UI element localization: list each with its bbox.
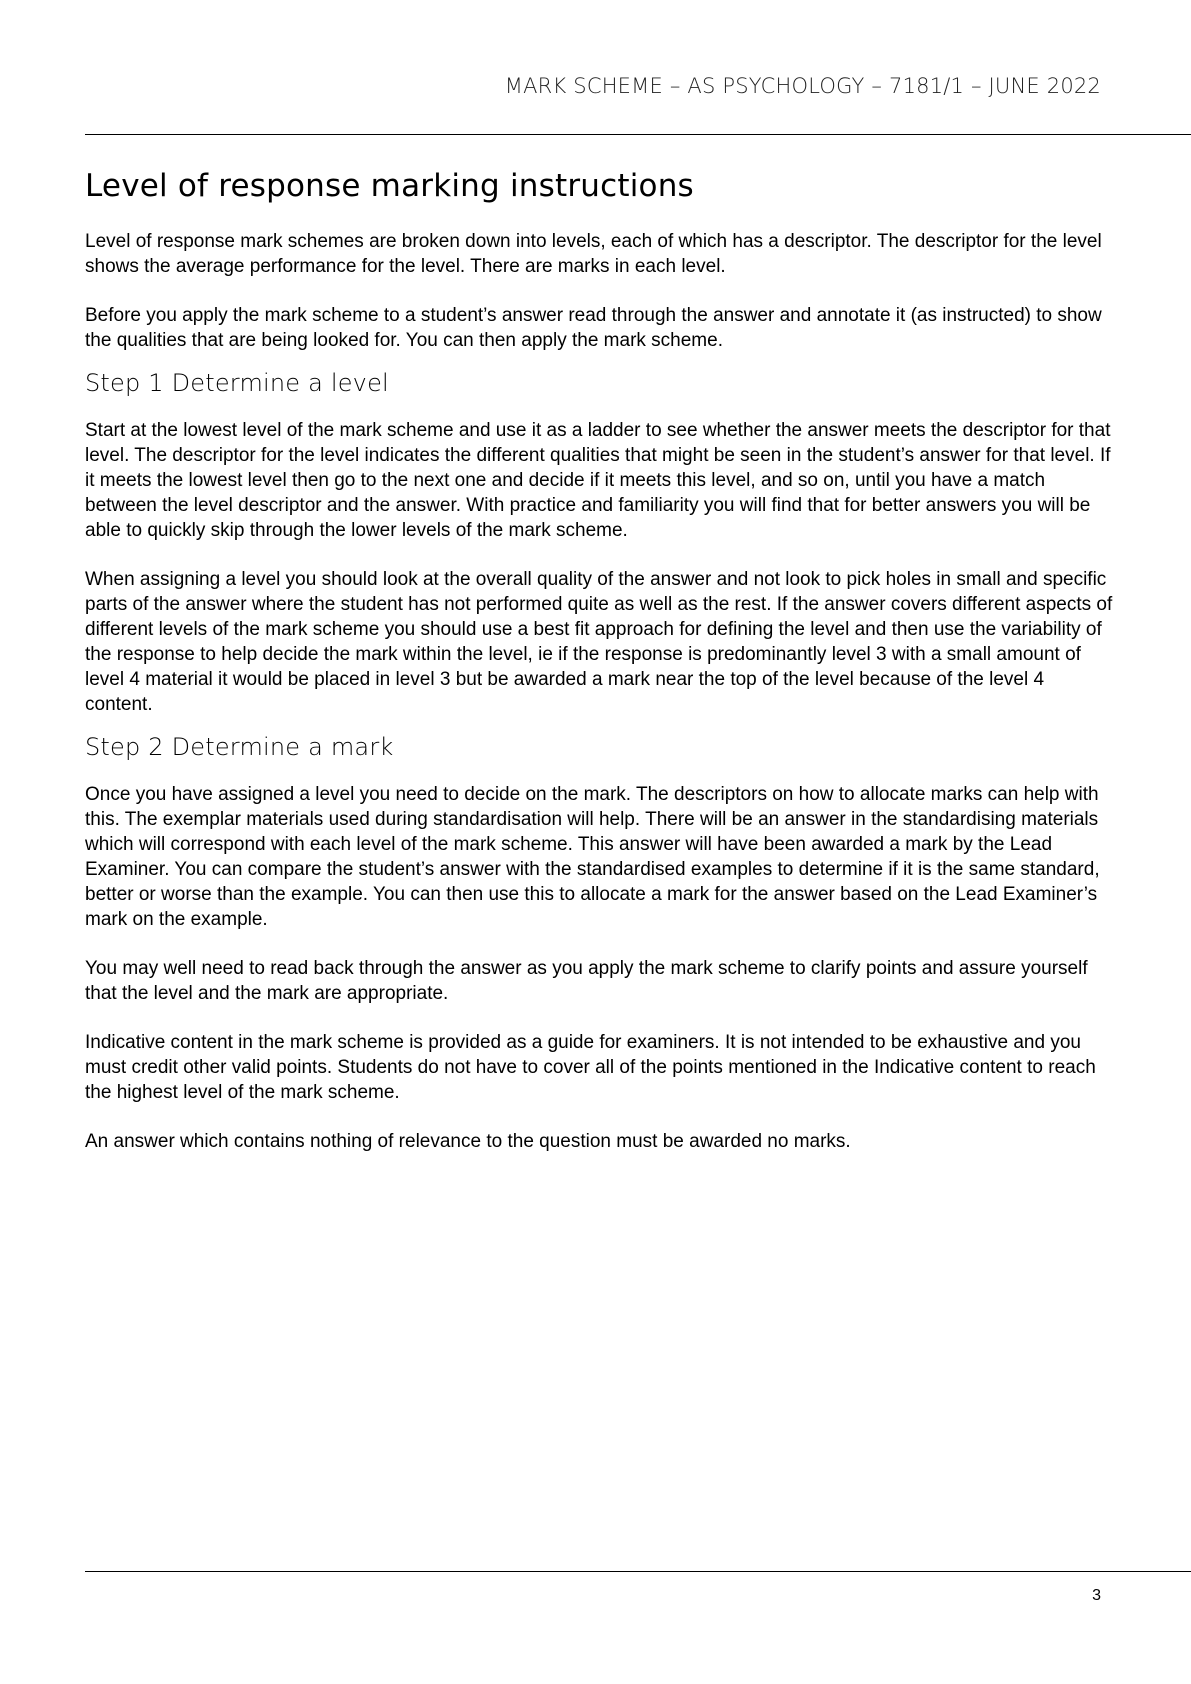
step1-heading: Step 1 Determine a level	[85, 369, 389, 398]
header-divider	[85, 134, 1191, 135]
step2-paragraph-2: You may well need to read back through the answer as you apply the mark scheme to clarify points and assure yourself that the level and the mark are appropriate.	[85, 957, 1088, 1004]
page-number: 3	[1092, 1587, 1101, 1604]
step2-paragraph-3: Indicative content in the mark scheme is provided as a guide for examiners. It is not intended to be exhaustive and you must credit other valid points. Students do not have to cover all of the points mentioned in the Indicative content to reach the highest level of the mark scheme.	[85, 1031, 1096, 1103]
intro-paragraph-1: Level of response mark schemes are broken down into levels, each of which has a descriptor. The descriptor for the level shows the average performance for the level. There are marks in each level.	[85, 231, 1102, 278]
footer-divider	[85, 1571, 1191, 1572]
step2-heading: Step 2 Determine a mark	[85, 732, 394, 761]
running-header: MARK SCHEME – AS PSYCHOLOGY – 7181/1 – JUNE 2022	[504, 74, 1101, 98]
step1-paragraph-1: Start at the lowest level of the mark scheme and use it as a ladder to see whether the answer meets the descriptor for that level. The descriptor for the level indicates the different qualities that might be seen in the student’s answer for that level. If it meets the lowest level then go to the next one and decide if it meets this level, and so on, until you have a match between the level descriptor and the answer. With practice and familiarity you will find that for better answers you will be able to quickly skip through the lower levels of the mark scheme.	[85, 419, 1111, 541]
intro-paragraph-2: Before you apply the mark scheme to a student’s answer read through the answer and annotate it (as instructed) to show the qualities that are being looked for. You can then apply the mark scheme.	[85, 305, 1102, 352]
page-title: Level of response marking instructions	[85, 168, 694, 204]
step2-paragraph-1: Once you have assigned a level you need to decide on the mark. The descriptors on how to allocate marks can help with this. The exemplar materials used during standardisation will help. There will be an answer in the standardising materials which will correspond with each level of the mark scheme. This answer will have been awarded a mark by the Lead Examiner. You can compare the student’s answer with the standardised examples to determine if it is the same standard, better or worse than the example. You can then use this to allocate a mark for the answer based on the Lead Examiner’s mark on the example.	[85, 783, 1100, 930]
step1-paragraph-2: When assigning a level you should look at the overall quality of the answer and not look to pick holes in small and specific parts of the answer where the student has not performed quite as well as the rest. If the answer covers different aspects of different levels of the mark scheme you should use a best fit approach for defining the level and then use the variability of the response to help decide the mark within the level, ie if the response is predominantly level 3 with a small amount of level 4 material it would be placed in level 3 but be awarded a mark near the top of the level because of the level 4 content.	[85, 568, 1113, 715]
main-content	[85, 168, 1115, 1178]
step2-paragraph-4: An answer which contains nothing of relevance to the question must be awarded no marks.	[85, 1130, 851, 1152]
